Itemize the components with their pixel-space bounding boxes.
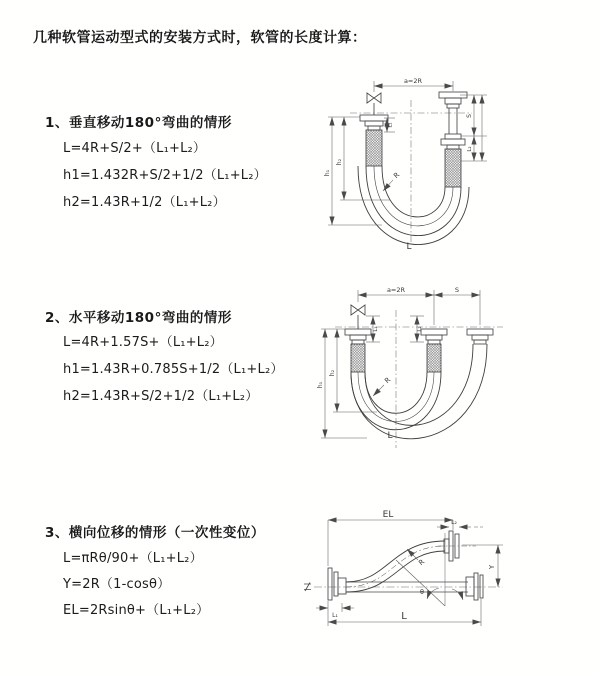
- upper-flange: [438, 531, 476, 561]
- left-flange: [328, 568, 346, 600]
- diagram-lateral-displacement: [300, 500, 600, 650]
- dim-label-l1: L₁: [387, 122, 394, 128]
- formula-line: h2=1.43R+S/2+1/2（L₁+L₂）: [63, 389, 259, 404]
- left-flange: [345, 329, 371, 372]
- dimension-s: [460, 95, 487, 161]
- dimension-l1: [316, 603, 354, 612]
- right-flange: [466, 573, 483, 600]
- section-3-heading: 3、横向位移的情形（一次性变位）: [45, 525, 265, 541]
- hose-braid-hatch: [445, 149, 461, 187]
- left-flange: [360, 115, 388, 166]
- dim-label-l: L: [387, 431, 393, 441]
- formula-line: EL=2Rsinθ+（L₁+L₂）: [63, 603, 210, 618]
- hose-braid-hatch: [351, 344, 365, 372]
- dim-label-l2: L₂: [451, 519, 457, 526]
- formula-line: h1=1.432R+S/2+1/2（L₁+L₂）: [63, 168, 267, 183]
- dim-label-width: a=2R: [386, 286, 406, 294]
- u-bend-hose-displaced: [351, 344, 487, 439]
- valve-icon: [367, 93, 381, 115]
- dimension-top-width: [358, 290, 480, 325]
- dimension-el: [328, 520, 453, 566]
- dim-label-h2: h₂: [329, 369, 336, 377]
- dim-label-offset: S: [454, 286, 460, 294]
- dim-label-l2: L₂: [467, 146, 473, 152]
- dim-label-h1: h₁: [317, 381, 324, 389]
- hose-braid-hatch: [427, 344, 441, 372]
- right-pipe-assembly: [439, 92, 467, 187]
- formula-line: Y=2R（1-cosθ）: [63, 577, 171, 592]
- diagram-horizontal-180-bend: [305, 280, 595, 465]
- dim-label-theta: θ: [420, 588, 424, 596]
- dim-label-el: EL: [382, 510, 394, 520]
- section-2-heading: 2、水平移动180°弯曲的情形: [45, 310, 232, 326]
- dim-label-l: L: [401, 611, 407, 622]
- radius-leader-line: [407, 549, 418, 560]
- formula-line: L=4R+S/2+（L₁+L₂）: [63, 141, 207, 156]
- diagram-vertical-180-bend: [310, 70, 590, 260]
- dimension-y: [462, 545, 503, 587]
- centerline-break-mark: [304, 583, 311, 592]
- dim-label-y: Y: [488, 564, 496, 570]
- formula-line: L=4R+1.57S+（L₁+L₂）: [63, 335, 223, 350]
- hose-braid-hatch: [366, 130, 382, 166]
- dim-label-r: R: [392, 170, 402, 181]
- dim-label-s: S: [466, 114, 473, 118]
- dim-label-r: R: [383, 375, 393, 386]
- section-1-heading: 1、垂直移动180°弯曲的情形: [45, 115, 232, 131]
- middle-flange: [421, 329, 447, 372]
- dim-label-h2: h₂: [336, 158, 343, 166]
- dim-label-l1: L₁: [373, 326, 379, 332]
- dim-label-l1: L₁: [332, 612, 338, 619]
- page-title: 几种软管运动型式的安装方式时，软管的长度计算：: [33, 30, 367, 46]
- dim-label-r: R: [417, 557, 427, 568]
- formula-line: h1=1.43R+0.785S+1/2（L₁+L₂）: [63, 362, 284, 377]
- dimension-h2: [340, 117, 390, 200]
- dim-label-l: L: [406, 242, 412, 252]
- right-flange: [467, 329, 493, 344]
- formula-line: h2=1.43R+1/2（L₁+L₂）: [63, 195, 226, 210]
- dim-label-l2: L₂: [417, 326, 423, 332]
- s-curve-hose: [346, 541, 445, 592]
- formula-line: L=πRθ/90+（L₁+L₂）: [63, 551, 203, 566]
- dim-label-width: a=2R: [403, 77, 423, 85]
- valve-icon: [351, 305, 365, 329]
- dim-label-h1: h₁: [324, 169, 331, 177]
- radius-leader-line: [373, 385, 384, 396]
